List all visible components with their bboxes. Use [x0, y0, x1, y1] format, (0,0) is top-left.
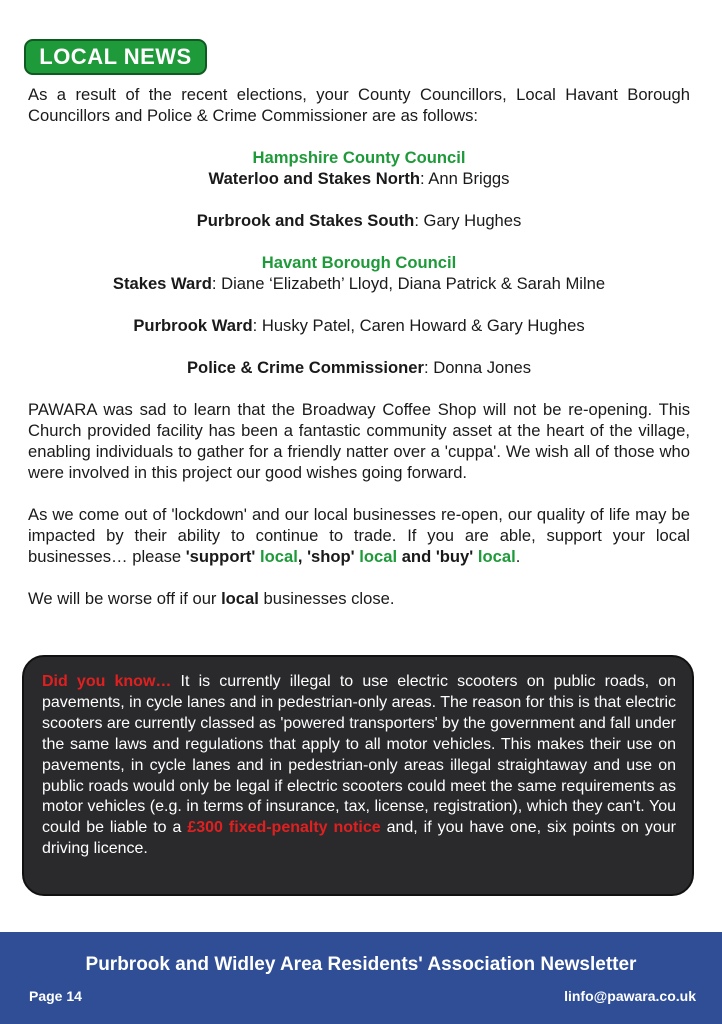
period: . — [515, 547, 521, 566]
footer-band — [0, 932, 722, 1024]
ward-members: : Ann Briggs — [419, 169, 510, 188]
local-word: local — [359, 547, 398, 566]
penalty-highlight: £300 fixed-penalty notice — [187, 819, 381, 837]
scooter-text: It is currently illegal to use electric scooters on public roads, on pavements, in cycle lanes and in pedestrian-only areas. The reason for this is that electric scooters are currently classed as 'powered transporters' by the government and fall under the same laws and regulations that apply to all motor vehicles. This makes their use on pavements, in cycle lanes and in pedestrian-only areas illegal straightaway and use on public roads would only be legal if electric scooters could meet the same requirements as motor vehicles (e.g. in terms of insurance, tax, license, registration), which they can't. You could be liable to a — [42, 673, 677, 837]
worse-text: We will be worse off if our — [28, 589, 222, 608]
and-word: and — [401, 547, 432, 566]
scooter-text-end: and, if you have one, six points on your driving licence. — [42, 819, 677, 858]
county-ward-2 — [28, 210, 690, 231]
commissioner-line — [28, 357, 690, 378]
ward-name: Purbrook Ward — [133, 316, 253, 335]
support-word: 'support' — [185, 547, 256, 566]
borough-ward-1 — [28, 273, 690, 294]
local-bold: local — [221, 589, 259, 608]
ward-members: : Gary Hughes — [414, 211, 522, 230]
borough-council-heading: Havant Borough Council — [261, 253, 457, 272]
article-body — [28, 84, 690, 609]
newsletter-title: Purbrook and Widley Area Residents' Association Newsletter — [85, 954, 637, 975]
ward-members: : Diane ‘Elizabeth’ Lloyd, Diana Patrick & Sarah Milne — [211, 274, 606, 293]
worse-off-paragraph — [28, 588, 690, 609]
county-ward-1 — [28, 168, 690, 189]
ward-name: Purbrook and Stakes South — [196, 211, 415, 230]
local-word: local — [260, 547, 298, 566]
local-word: local — [477, 547, 516, 566]
ward-name: Waterloo and Stakes North — [208, 169, 420, 188]
did-you-know-lead: Did you know… — [42, 673, 172, 690]
did-you-know-box — [22, 655, 694, 896]
comma: , — [297, 547, 303, 566]
ward-members: : Husky Patel, Caren Howard & Gary Hughes — [252, 316, 585, 335]
commissioner-title: Police & Crime Commissioner — [186, 358, 424, 377]
ward-name: Stakes Ward — [112, 274, 212, 293]
intro-paragraph: As a result of the recent elections, your County Councillors, Local Havant Borough Councillors and Police & Crime Commissioner are as follows: — [28, 85, 690, 125]
contact-email[interactable]: linfo@pawara.co.uk — [564, 988, 696, 1004]
page-number: Page 14 — [29, 988, 82, 1004]
coffee-shop-paragraph: PAWARA was sad to learn that the Broadway Coffee Shop will not be re-opening. This Church provided facility has been a fantastic community asset at the heart of the village, enabling individuals to gather for a friendly natter over a 'cuppa'. We wish all of those who were involved in this project our good wishes going forward. — [28, 400, 690, 482]
borough-ward-2 — [28, 315, 690, 336]
shop-word: 'shop' — [307, 547, 355, 566]
commissioner-name: : Donna Jones — [423, 358, 531, 377]
county-council-heading: Hampshire County Council — [252, 148, 466, 167]
lockdown-paragraph — [28, 504, 690, 567]
worse-text-end: businesses close. — [258, 589, 395, 608]
lockdown-text: As we come out of 'lockdown' and our local businesses re-open, our quality of life may be impacted by their ability to continue to trade. If you are able, support your local businesses… please — [28, 505, 690, 566]
buy-word: 'buy' — [435, 547, 474, 566]
section-badge: LOCAL NEWS — [24, 39, 207, 75]
